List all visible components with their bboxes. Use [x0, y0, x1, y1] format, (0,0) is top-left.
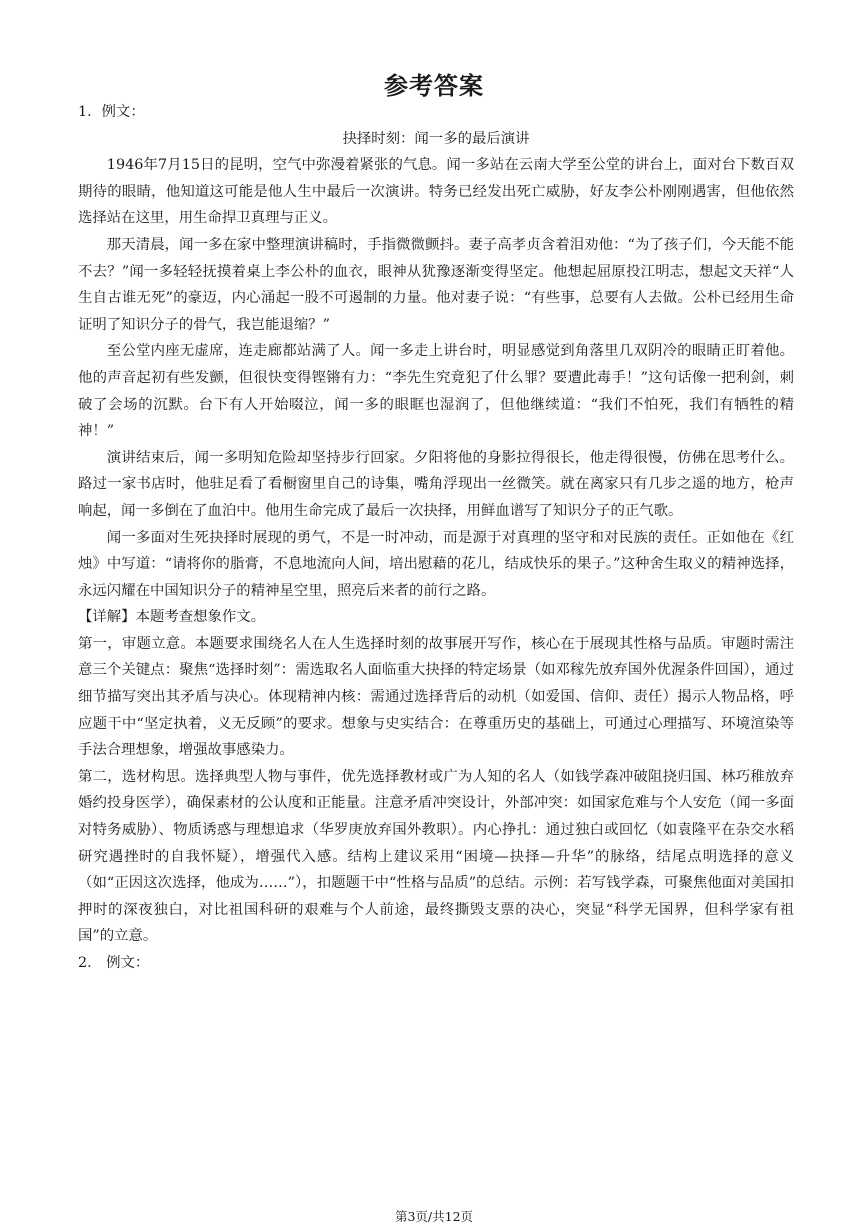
question-1-label: 1．例文： — [78, 104, 145, 120]
essay-paragraph: 演讲结束后，闻一多明知危险却坚持步行回家。夕阳将他的身影拉得很长，他走得很慢，仿佛在思考什么。路过一家书店时，他驻足看了看橱窗里自己的诗集，嘴角浮现出一丝微笑。就在离家只有几步之遥的地方，枪声响起，闻一多倒在了血泊中。他用生命完成了最后一次抉择，用鲜血谱写了知识分子的正气歌。 — [78, 449, 794, 519]
analysis-paragraph: 第二，选材构思。选择典型人物与事件，优先选择教材或广为人知的名人（如钱学森冲破阻挠归国、林巧稚放弃婚约投身医学），确保素材的公认度和正能量。注意矛盾冲突设计，外部冲突：如国家危难与个人安危（闻一多面对特务威胁）、物质诱惑与理想追求（华罗庚放弃国外教职）。内心挣扎：通过独白或回忆（如袁隆平在杂交水稻研究遇挫时的自我怀疑），增强代入感。结构上建议采用“困境—抉择—升华”的脉络，结尾点明选择的意义（如“正因这次选择，他成为……”），扣题题干中“性格与品质”的总结。示例：若写钱学森，可聚焦他面对美国扣押时的深夜独白，对比祖国科研的艰难与个人前途，最终撕毁支票的决心，突显“科学无国界，但科学家有祖国”的立意。 — [78, 768, 794, 945]
essay-title: 抉择时刻：闻一多的最后演讲 — [342, 130, 530, 147]
detail-text: 本题考查想象作文。 — [135, 609, 266, 626]
detail-line — [78, 604, 794, 631]
page-title: 参考答案 — [384, 72, 484, 100]
analysis-paragraph: 第一，审题立意。本题要求围绕名人在人生选择时刻的故事展开写作，核心在于展现其性格与品质。审题时需注意三个关键点：聚焦“选择时刻”：需选取名人面临重大抉择的特定场景（如邓稼先放弃国外优渥条件回国），通过细节描写突出其矛盾与决心。体现精神内核：需通过选择背后的动机（如爱国、信仰、责任）揭示人物品格，呼应题干中“坚定执着，义无反顾”的要求。想象与史实结合：在尊重历史的基础上，可通过心理描写、环境渲染等手法合理想象，增强故事感染力。 — [78, 635, 794, 759]
question-2-label: 2． 例文： — [78, 955, 150, 971]
essay-paragraph: 至公堂内座无虚席，连走廊都站满了人。闻一多走上讲台时，明显感觉到角落里几双阴冷的眼睛正盯着他。他的声音起初有些发颤，但很快变得铿锵有力：“李先生究竟犯了什么罪？要遭此毒手！”这句话像一把利剑，刺破了会场的沉默。台下有人开始啜泣，闻一多的眼眶也湿润了，但他继续道：“我们不怕死，我们有牺牲的精神！” — [78, 343, 794, 440]
answer-content — [78, 99, 794, 977]
essay-paragraph: 那天清晨，闻一多在家中整理演讲稿时，手指微微颤抖。妻子高孝贞含着泪劝他：“为了孩子们，今天能不能不去？”闻一多轻轻抚摸着桌上李公朴的血衣，眼神从犹豫逐渐变得坚定。他想起屈原投江明志，想起文天祥“人生自古谁无死”的豪迈，内心涌起一股不可遏制的力量。他对妻子说：“有些事，总要有人去做。公朴已经用生命证明了知识分子的骨气，我岂能退缩？” — [78, 236, 794, 333]
essay-paragraph: 1946年7月15日的昆明，空气中弥漫着紧张的气息。闻一多站在云南大学至公堂的讲台上，面对台下数百双期待的眼睛，他知道这可能是他人生中最后一次演讲。特务已经发出死亡威胁，好友李公朴刚刚遇害，但他依然选择站在这里，用生命捍卫真理与正义。 — [78, 157, 794, 227]
detail-label: 【详解】 — [78, 609, 136, 626]
essay-paragraph: 闻一多面对生死抉择时展现的勇气，不是一时冲动，而是源于对真理的坚守和对民族的责任。正如他在《红烛》中写道：“请将你的脂膏，不息地流向人间，培出慰藉的花儿，结成快乐的果子。”这种舍生取义的精神选择，永远闪耀在中国知识分子的精神星空里，照亮后来者的前行之路。 — [78, 529, 794, 599]
page-number: 第3页/共12页 — [394, 1209, 474, 1224]
